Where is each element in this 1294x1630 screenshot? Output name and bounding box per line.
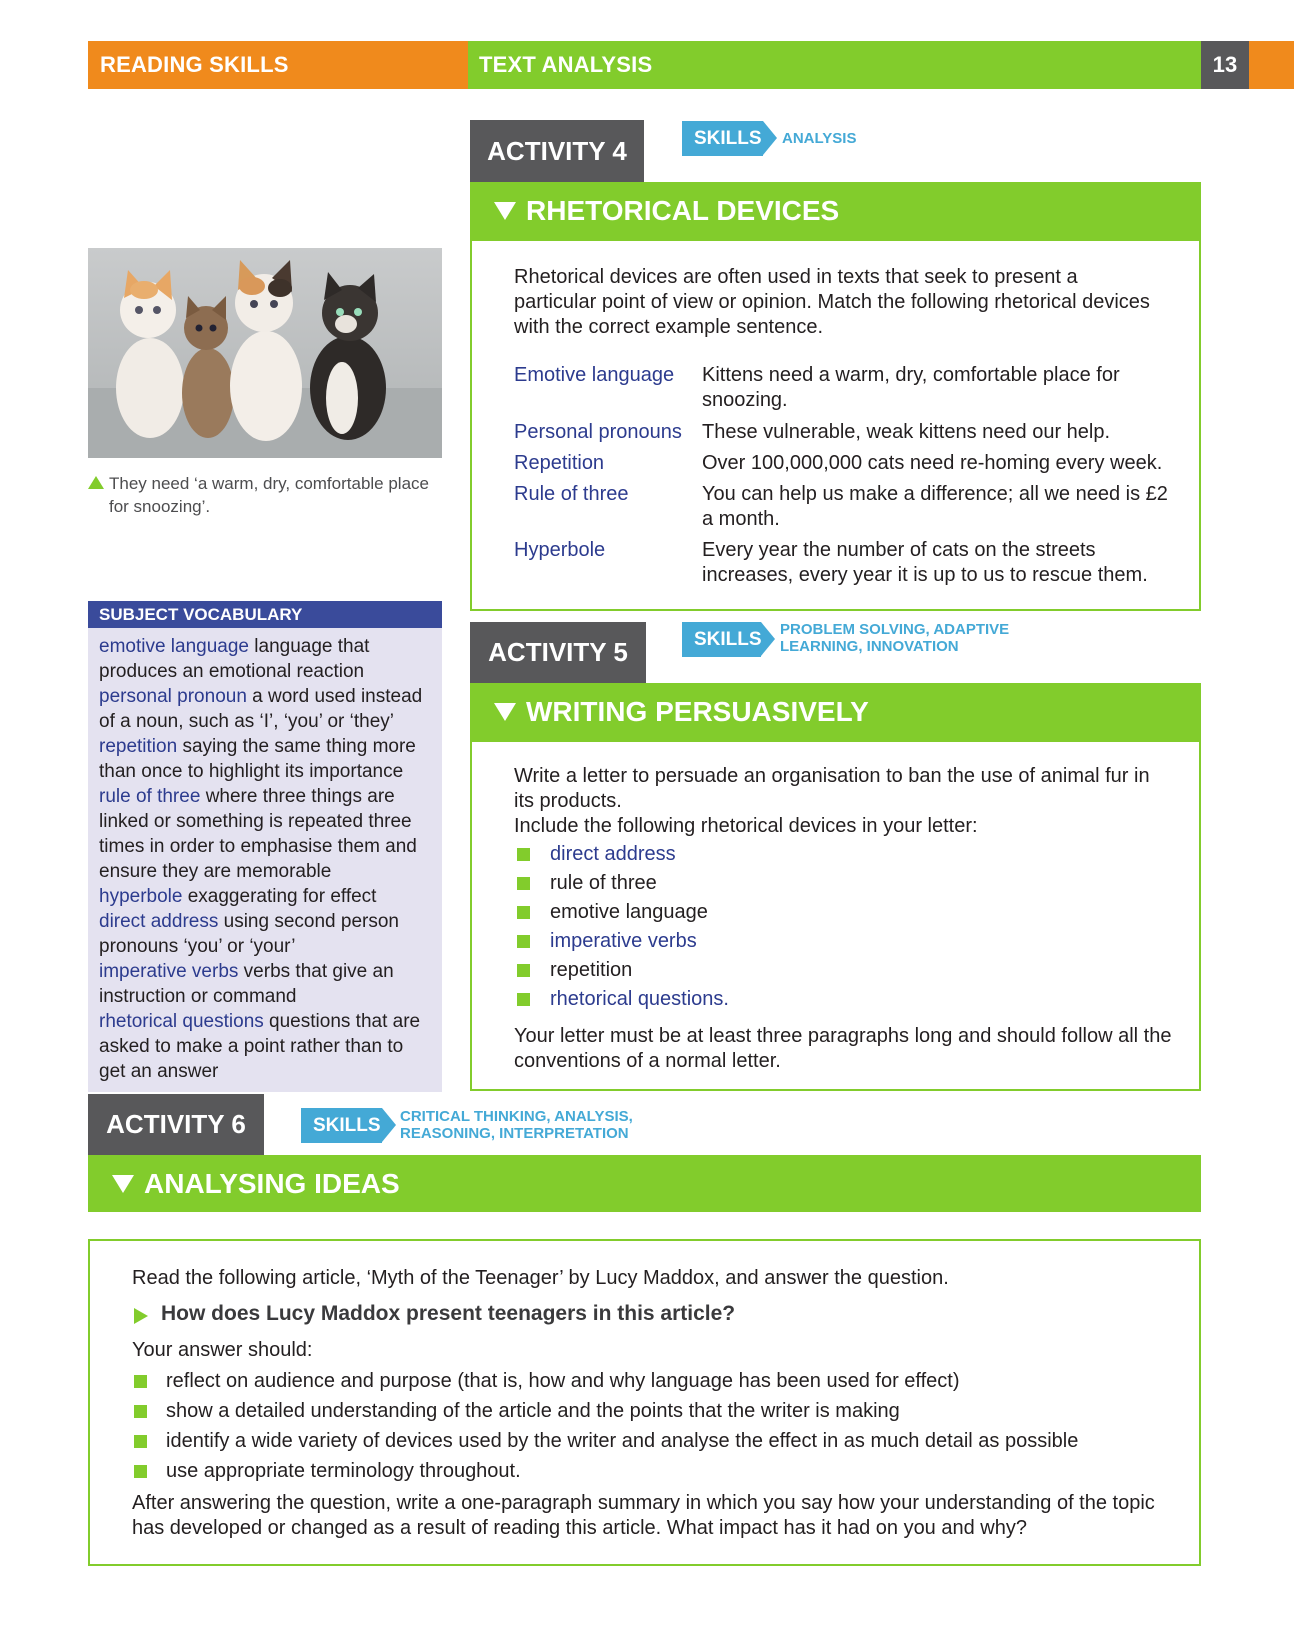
vocab-entry xyxy=(99,909,434,959)
list-item-text: direct address xyxy=(550,843,676,865)
green-square-bullet-icon xyxy=(517,848,530,861)
green-square-bullet-icon xyxy=(517,877,530,890)
activity-4-title: RHETORICAL DEVICES xyxy=(526,195,840,226)
skills-line: PROBLEM SOLVING, ADAPTIVE xyxy=(780,621,1010,638)
green-square-bullet-icon xyxy=(134,1375,147,1388)
device-example: These vulnerable, weak kittens need our help. xyxy=(702,421,1111,443)
device-term: Rule of three xyxy=(514,483,629,505)
vocab-term: personal pronoun xyxy=(99,686,247,707)
list-item xyxy=(514,900,1114,925)
list-item xyxy=(132,1399,1172,1424)
triangle-down-icon xyxy=(494,703,516,721)
device-example: Kittens need a warm, dry, comfortable place for snoozing. xyxy=(702,364,1120,411)
list-item xyxy=(514,987,1114,1012)
vocab-term: hyperbole xyxy=(99,886,183,907)
vocab-term: rule of three xyxy=(99,786,201,807)
device-term: Repetition xyxy=(514,452,605,474)
list-item xyxy=(514,842,1114,867)
vocab-definition: language that produces an emotional reaction xyxy=(99,636,370,682)
activity-4-title-bar xyxy=(470,182,1201,239)
vocabulary-box xyxy=(88,628,442,1092)
activity-5-instruction: Include the following rhetorical devices in your letter: xyxy=(514,815,978,837)
activity-6-title: ANALYSING IDEAS xyxy=(144,1168,400,1199)
green-square-bullet-icon xyxy=(134,1405,147,1418)
activity-5-box xyxy=(470,740,1201,1091)
skills-line: REASONING, INTERPRETATION xyxy=(400,1125,629,1142)
skills-arrow-icon xyxy=(761,622,775,656)
vocab-definition: exaggerating for effect xyxy=(187,886,377,907)
green-square-bullet-icon xyxy=(517,935,530,948)
list-item xyxy=(514,871,1114,896)
activity-6-outro: After answering the question, write a one-paragraph summary in which you say how your understanding of the topic has developed or changed as a result of reading this article. What impact has it had on you and why? xyxy=(132,1492,1155,1539)
vocab-definition: questions that are asked to make a point rather than to get an answer xyxy=(99,1011,421,1082)
vocabulary-title: SUBJECT VOCABULARY xyxy=(88,601,442,628)
header-section-left xyxy=(88,41,468,89)
list-item-text: emotive language xyxy=(550,901,708,923)
activity-6-question xyxy=(132,1301,1172,1329)
device-example: Over 100,000,000 cats need re-homing every week. xyxy=(702,452,1163,474)
activity-6-box xyxy=(88,1239,1201,1566)
list-item xyxy=(514,958,1114,983)
caption-text: They need ‘a warm, dry, comfortable place for snoozing’. xyxy=(109,474,429,516)
vocab-entry xyxy=(99,784,434,884)
activity-5-skills xyxy=(780,621,1009,655)
green-square-bullet-icon xyxy=(134,1435,147,1448)
activity-6-intro: Read the following article, ‘Myth of the Teenager’ by Lucy Maddox, and answer the question. xyxy=(132,1267,949,1289)
list-item-text: use appropriate terminology throughout. xyxy=(166,1460,521,1482)
green-square-bullet-icon xyxy=(517,993,530,1006)
device-term: Hyperbole xyxy=(514,539,606,561)
activity-6-tab: ACTIVITY 6 xyxy=(88,1094,264,1155)
vocab-entry xyxy=(99,1009,434,1084)
list-item-text: rhetorical questions. xyxy=(550,988,729,1010)
kittens-photo xyxy=(88,248,442,458)
activity-6-skills-tag: SKILLS xyxy=(301,1108,382,1143)
activity-5-skills-tag: SKILLS xyxy=(682,622,761,657)
vocab-entry xyxy=(99,634,434,684)
activity-5-tab: ACTIVITY 5 xyxy=(470,622,646,683)
list-item xyxy=(514,929,1114,954)
header-reading-skills: READING SKILLS xyxy=(100,52,289,77)
vocab-definition: a word used instead of a noun, such as ‘I’, ‘you’ or ‘they’ xyxy=(99,686,423,732)
header-text-analysis: TEXT ANALYSIS xyxy=(479,52,653,77)
vocab-definition: where three things are linked or something is repeated three times in order to emphasise them and ensure they are memorable xyxy=(99,786,417,882)
activity-4-tab: ACTIVITY 4 xyxy=(470,120,644,182)
question-text: How does Lucy Maddox present teenagers in this article? xyxy=(161,1302,736,1325)
vocab-entry xyxy=(99,734,434,784)
device-term: Personal pronouns xyxy=(514,421,682,443)
vocab-entry xyxy=(99,684,434,734)
list-item-text: identify a wide variety of devices used by the writer and analyse the effect in as much detail as possible xyxy=(166,1430,1079,1452)
play-arrow-icon xyxy=(134,1308,148,1324)
triangle-down-icon xyxy=(494,202,516,220)
green-square-bullet-icon xyxy=(517,964,530,977)
green-square-bullet-icon xyxy=(134,1465,147,1478)
activity-5-title-bar xyxy=(470,683,1201,740)
page-number-box xyxy=(1201,41,1249,89)
device-example: You can help us make a difference; all we need is £2 a month. xyxy=(702,483,1168,530)
activity-4-skills-tag: SKILLS xyxy=(682,121,763,156)
list-item-text: imperative verbs xyxy=(550,930,697,952)
activity-4-box xyxy=(470,239,1201,611)
list-item-text: rule of three xyxy=(550,872,657,894)
page-number: 13 xyxy=(1212,52,1238,77)
list-item-text: show a detailed understanding of the article and the points that the writer is making xyxy=(166,1400,900,1422)
header-section-middle xyxy=(468,41,1201,89)
activity-4-skills: ANALYSIS xyxy=(782,130,857,147)
vocab-entry xyxy=(99,959,434,1009)
skills-line: CRITICAL THINKING, ANALYSIS, xyxy=(400,1108,633,1125)
vocab-term: repetition xyxy=(99,736,178,757)
vocab-term: emotive language xyxy=(99,636,249,657)
caption-triangle-icon xyxy=(88,476,104,489)
header-tail xyxy=(1249,41,1294,89)
vocab-definition: saying the same thing more than once to highlight its importance xyxy=(99,736,416,782)
list-item xyxy=(132,1459,1172,1484)
green-square-bullet-icon xyxy=(517,906,530,919)
vocab-term: imperative verbs xyxy=(99,961,239,982)
device-checklist xyxy=(514,842,1174,1016)
device-table xyxy=(514,363,1194,603)
vocab-definition: using second person pronouns ‘you’ or ‘your’ xyxy=(99,911,399,957)
triangle-down-icon xyxy=(112,1175,134,1193)
skills-line: LEARNING, INNOVATION xyxy=(780,638,959,655)
skills-arrow-icon xyxy=(763,121,777,155)
device-term: Emotive language xyxy=(514,364,675,386)
vocab-definition: verbs that give an instruction or command xyxy=(99,961,394,1007)
list-item xyxy=(132,1369,1172,1394)
list-item-text: repetition xyxy=(550,959,633,981)
skills-arrow-icon xyxy=(382,1108,396,1142)
image-caption xyxy=(88,472,448,518)
vocab-term: direct address xyxy=(99,911,219,932)
list-item-text: reflect on audience and purpose (that is, how and why language has been used for effect) xyxy=(166,1370,960,1392)
vocab-entry xyxy=(99,884,434,909)
answer-criteria-list xyxy=(132,1369,1172,1489)
activity-5-title: WRITING PERSUASIVELY xyxy=(526,696,869,727)
device-example: Every year the number of cats on the streets increases, every year it is up to us to rescue them. xyxy=(702,539,1148,586)
activity-5-intro: Write a letter to persuade an organisation to ban the use of animal fur in its products. xyxy=(514,765,1150,812)
activity-6-skills xyxy=(400,1108,633,1142)
activity-5-outro: Your letter must be at least three paragraphs long and should follow all the conventions of a normal letter. xyxy=(514,1025,1172,1072)
answer-lead: Your answer should: xyxy=(132,1339,313,1361)
list-item xyxy=(132,1429,1172,1454)
vocab-term: rhetorical questions xyxy=(99,1011,264,1032)
activity-4-intro: Rhetorical devices are often used in texts that seek to present a particular point of view or opinion. Match the following rhetorical devices with the correct example sentence. xyxy=(514,266,1150,338)
kittens-illustration xyxy=(88,248,442,458)
activity-6-title-bar xyxy=(88,1155,1201,1212)
